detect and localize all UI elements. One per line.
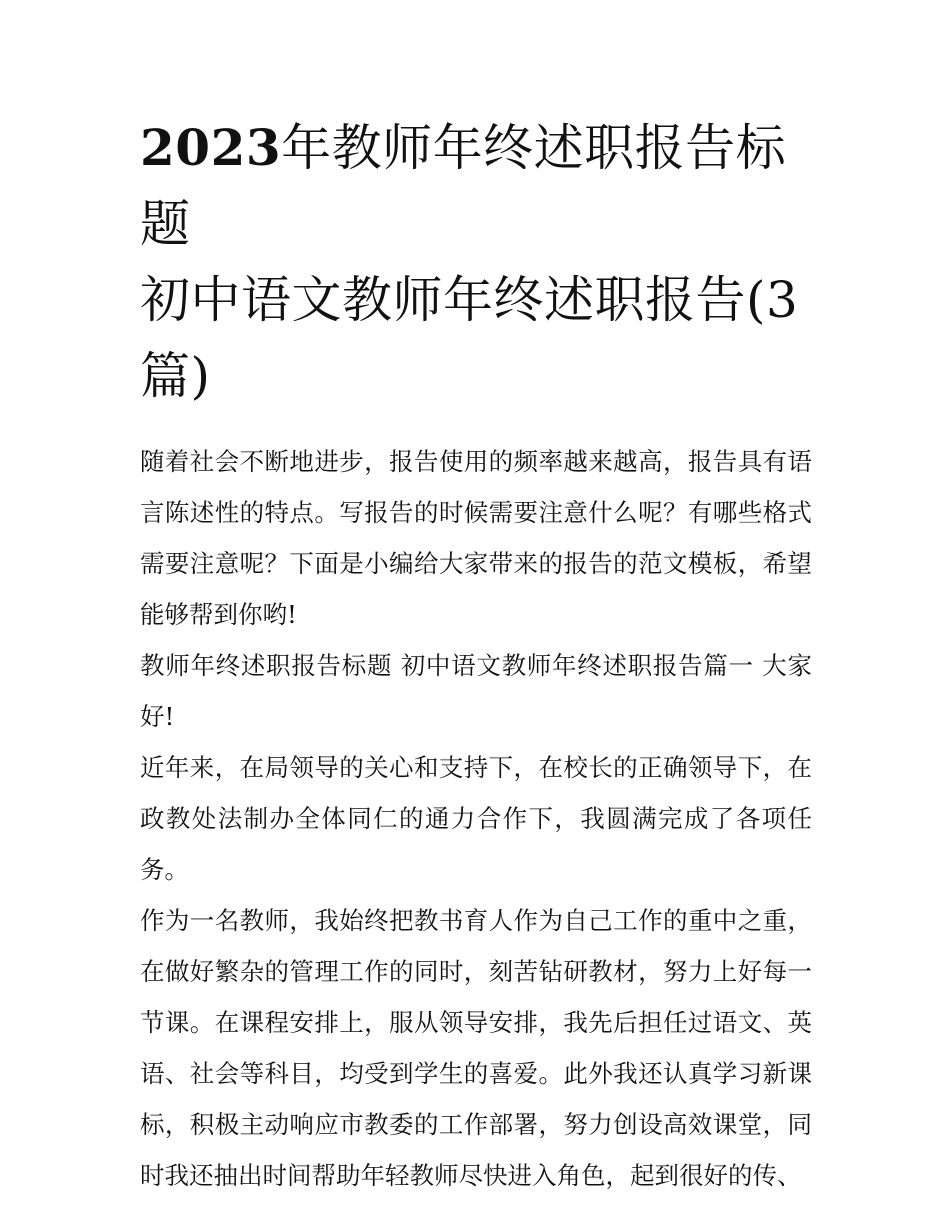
title-line-1: 2023年教师年终述职报告标题	[140, 118, 787, 253]
title-line-2: 初中语文教师年终述职报告(3	[140, 271, 799, 329]
title-line-3: 篇)	[140, 347, 211, 405]
body-paragraph-2: 作为一名教师，我始终把教书育人作为自己工作的重中之重，在做好繁杂的管理工作的同时，刻苦钻研教材，努力上好每一节课。在课程安排上，服从领导安排，我先后担任过语文、英语、社会等科目，均受到学生的喜爱。此外我还认真学习新课标，积极主动响应市教委的工作部署，努力创设高效课堂，同时我还抽出时间帮助年轻教师尽快进入角色，起到很好的传、	[140, 906, 812, 1190]
document-title	[140, 110, 812, 414]
section-heading-paragraph: 教师年终述职报告标题 初中语文教师年终述职报告篇一 大家好!	[140, 651, 812, 731]
body-paragraph-1: 近年来，在局领导的关心和支持下，在校长的正确领导下，在政教处法制办全体同仁的通力合作下，我圆满完成了各项任务。	[140, 753, 812, 884]
title-year: 2023	[140, 118, 282, 177]
intro-paragraph: 随着社会不断地进步，报告使用的频率越来越高，报告具有语言陈述性的特点。写报告的时候需要注意什么呢？有哪些格式需要注意呢？下面是小编给大家带来的报告的范文模板，希望能够帮到你哟!	[140, 447, 812, 629]
